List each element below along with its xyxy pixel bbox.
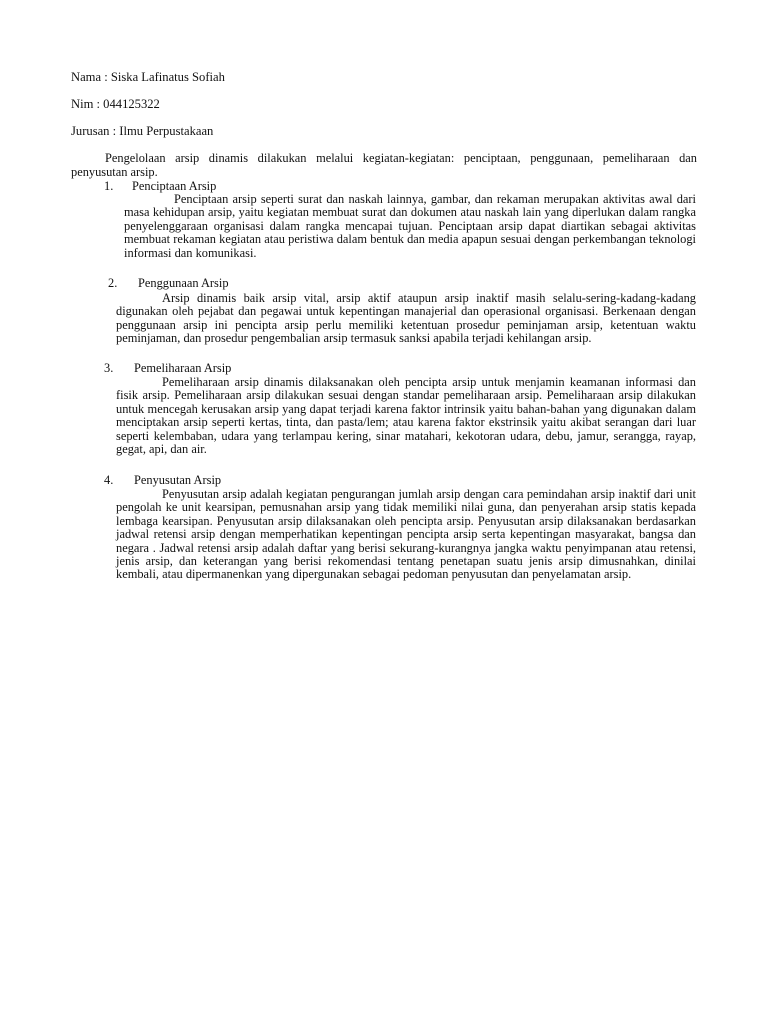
item-3-number: 3. <box>104 361 114 375</box>
item-2-number: 2. <box>108 276 118 290</box>
student-nim: Nim : 044125322 <box>71 97 160 111</box>
intro-paragraph: Pengelolaan arsip dinamis dilakukan melalui kegiatan-kegiatan: penciptaan, penggunaan, pemeliharaan dan penyusutan arsip. <box>71 151 697 179</box>
item-3-title: Pemeliharaan Arsip <box>134 361 232 375</box>
item-1-title: Penciptaan Arsip <box>132 179 217 193</box>
item-4-heading <box>104 474 221 488</box>
item-3-body: Pemeliharaan arsip dinamis dilaksanakan oleh pencipta arsip untuk menjamin keamanan informasi dan fisik arsip. Pemeliharaan arsip dilakukan sesuai dengan standar pemeliharaan arsip. Pemeliharaan arsip dilakukan untuk mencegah kerusakan arsip yang dapat terjadi karena faktor intrinsik yaitu bahan-bahan yang digunakan dalam menciptakan arsip seperti kertas, tinta, dan pasta/lem; atau karena faktor ekstrinsik yaitu akibat serangan dari luar seperti kelembaban, udara yang terlampau kering, sinar matahari, kekotoran udara, debu, jamur, serangga, rayap, gegat, api, dan air. <box>116 375 696 457</box>
item-3-heading <box>104 362 231 376</box>
item-2-body: Arsip dinamis baik arsip vital, arsip aktif ataupun arsip inaktif masih selalu-sering-kadang-kadang digunakan oleh pejabat dan pegawai untuk kepentingan manajerial dan operasional organisasi. Berkenaan dengan penggunaan arsip ini pencipta arsip perlu memiliki ketentuan prosedur peminjaman arsip, ketentuan waktu peminjaman, dan prosedur pengembalian arsip termasuk sanksi apabila terjadi kehilangan arsip. <box>116 291 696 346</box>
item-4-number: 4. <box>104 473 114 487</box>
item-4-body: Penyusutan arsip adalah kegiatan pengurangan jumlah arsip dengan cara pemindahan arsip inaktif dari unit pengolah ke unit kearsipan, pemusnahan arsip yang tidak memiliki nilai guna, dan penyerahan arsip statis kepada lembaga kearsipan. Penyusutan arsip dilaksanakan oleh pencipta arsip. Penyusutan arsip dilaksanakan berdasarkan jadwal retensi arsip dengan memperhatikan kepentingan pencipta arsip serta kepentingan masyarakat, bangsa dan negara . Jadwal retensi arsip adalah daftar yang berisi sekurang-kurangnya jangka waktu penyimpanan atau retensi, jenis arsip, dan keterangan yang berisi rekomendasi tentang penetapan suatu jenis arsip dimusnahkan, dinilai kembali, atau dipermanenkan yang dipergunakan sebagai pedoman penyusutan dan penyelamatan arsip. <box>116 487 696 582</box>
student-major: Jurusan : Ilmu Perpustakaan <box>71 124 214 138</box>
item-1-number: 1. <box>104 179 114 193</box>
item-4-title: Penyusutan Arsip <box>134 473 222 487</box>
item-1-body: Penciptaan arsip seperti surat dan naskah lainnya, gambar, dan rekaman merupakan aktivitas awal dari masa kehidupan arsip, yaitu kegiatan membuat surat dan dokumen atau naskah lain yang diperlukan dalam rangka penyelenggaraan organisasi dalam rangka mencapai tujuan. Penciptaan arsip dapat diartikan sebagai aktivitas membuat rekaman kegiatan atau peristiwa dalam bentuk dan media apapun sesuai dengan perkembangan teknologi informasi dan komunikasi. <box>124 192 696 260</box>
item-2-title: Penggunaan Arsip <box>138 276 229 290</box>
student-name: Nama : Siska Lafinatus Sofiah <box>71 70 225 84</box>
item-2-heading <box>108 277 229 291</box>
